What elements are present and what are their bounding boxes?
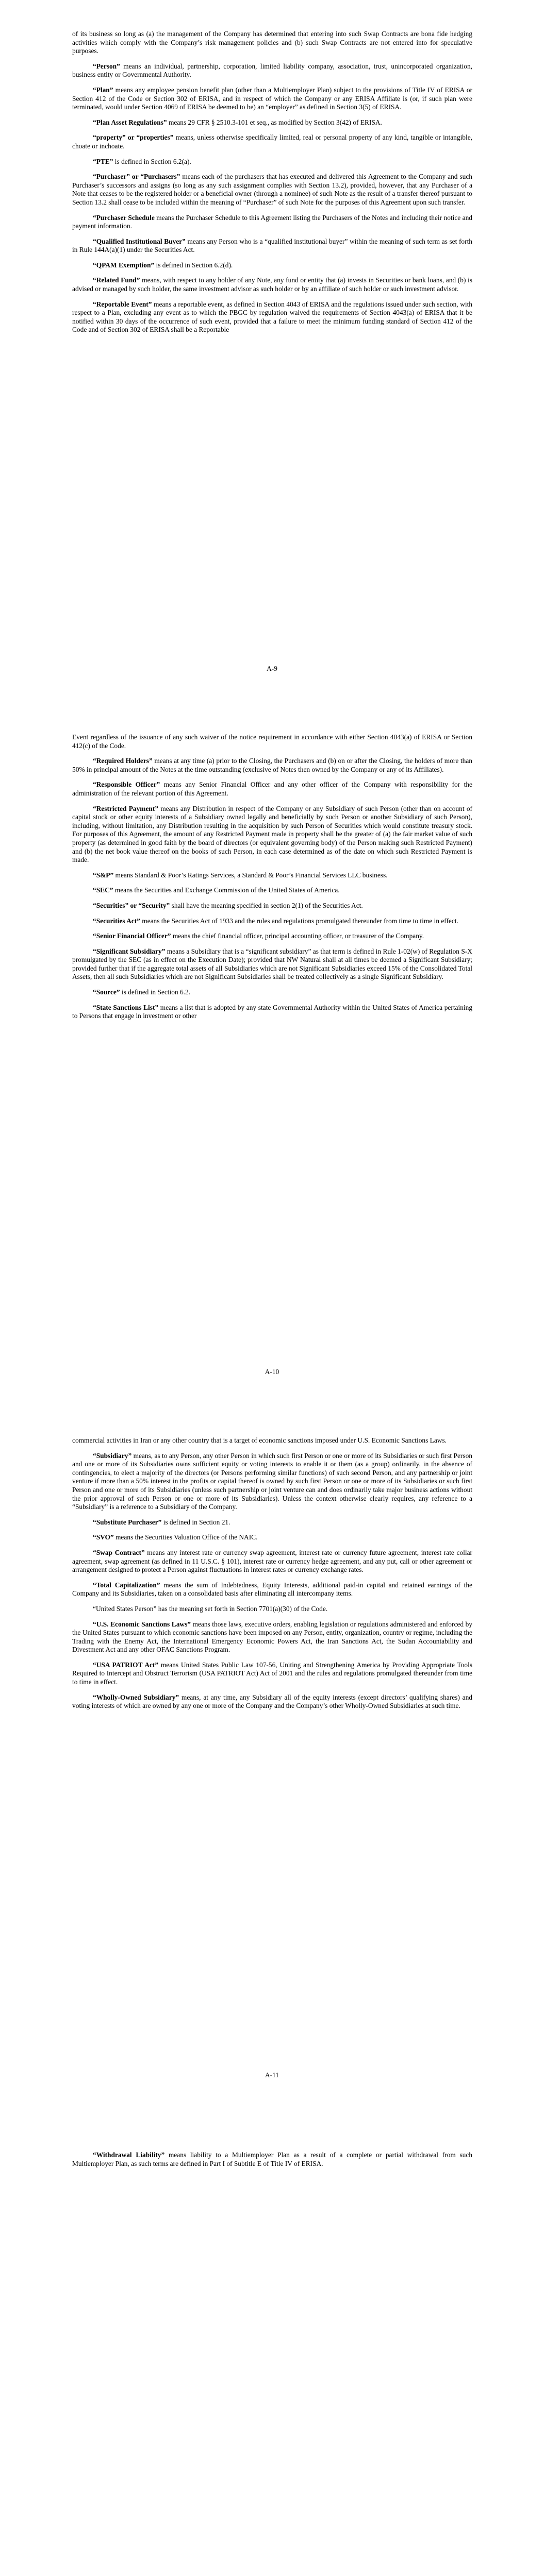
document-page [0, 1406, 544, 2110]
defined-term: “Wholly-Owned Subsidiary” [93, 1693, 179, 1701]
page-body [72, 1436, 472, 1717]
definition-text: commercial activities in Iran or any other country that is a target of economic sanctions imposed under U.S. Economic Sanctions Laws. [72, 1436, 447, 1444]
defined-term: “Senior Financial Officer” [93, 932, 171, 940]
definition-paragraph [72, 902, 472, 910]
defined-term: “Responsible Officer” [93, 781, 160, 789]
definition-paragraph [72, 1581, 472, 1598]
definition-paragraph [72, 871, 472, 880]
definition-text: means 29 CFR § 2510.3-101 et seq., as modified by Section 3(42) of ERISA. [167, 118, 382, 126]
definition-paragraph [72, 1004, 472, 1021]
definition-text: means any Person who is a “qualified institutional buyer” within the meaning of such term as set forth in Rule 144A(a)(1) under the Securities Act. [72, 237, 473, 254]
definition-text: means a list that is adopted by any state Governmental Authority within the United States of America pertaining to Persons that engage in investment or other [72, 1003, 473, 1020]
definition-text: means the Purchaser Schedule to this Agreement listing the Purchasers of the Notes and including their notice and payment information. [72, 213, 473, 230]
defined-term: “PTE” [93, 157, 113, 165]
page-number: A-10 [265, 1368, 279, 1376]
definition-text: is defined in Section 6.2. [120, 988, 191, 996]
page-number: A-9 [267, 665, 277, 672]
definition-paragraph [72, 1549, 472, 1574]
definition-text: means the chief financial officer, principal accounting officer, or treasurer of the Company. [171, 932, 424, 940]
definition-paragraph [72, 300, 472, 334]
defined-term: “S&P” [93, 871, 114, 879]
definition-paragraph [72, 781, 472, 798]
definition-paragraph [72, 1436, 472, 1445]
definition-text: means a reportable event, as defined in Section 4043 of ERISA and the regulations issued under such section, with respect to a Plan, excluding any event as to which the PBGC by regulation waived the requirements of Section 4043(a) of ERISA that it be notified within 30 days of the occurrence of such event, provided that a failure to meet the minimum funding standard of Section 412 of the Code and of Section 302 of ERISA shall be a Reportable [72, 300, 473, 334]
definition-paragraph [72, 917, 472, 926]
page-number: A-11 [265, 2071, 279, 2079]
page-body [72, 733, 472, 1027]
definition-paragraph [72, 1605, 472, 1614]
definition-text: means, unless otherwise specifically limited, real or personal property of any kind, tangible or intangible, choate or inchoate. [72, 133, 472, 150]
definition-paragraph [72, 947, 472, 981]
defined-term: “Restricted Payment” [93, 804, 159, 812]
definition-paragraph [72, 261, 472, 270]
definition-paragraph [72, 2151, 472, 2168]
definition-text: means the Securities Valuation Office of the NAIC. [113, 1533, 258, 1541]
definition-text: “United States Person” has the meaning set forth in Section 7701(a)(30) of the Code. [93, 1604, 328, 1613]
defined-term: “USA PATRIOT Act” [93, 1660, 159, 1669]
defined-term: “Withdrawal Liability” [93, 2151, 165, 2159]
definition-paragraph [72, 62, 472, 79]
definition-text: shall have the meaning specified in section 2(1) of the Securities Act. [170, 901, 363, 909]
page-body [72, 30, 472, 341]
defined-term: “Reportable Event” [93, 300, 152, 308]
definition-paragraph [72, 133, 472, 150]
definition-paragraph [72, 1518, 472, 1527]
page-body [72, 2151, 472, 2175]
definition-text: means the sum of Indebtedness, Equity Interests, additional paid-in capital and retained earnings of the Company and its Subsidiaries, taken on a consolidated basis after eliminating all intercompany items. [72, 1581, 472, 1598]
document-page [0, 0, 544, 703]
defined-term: “Total Capitalization” [93, 1581, 160, 1589]
defined-term: “U.S. Economic Sanctions Laws” [93, 1620, 191, 1628]
definition-text: Event regardless of the issuance of any such waiver of the notice requirement in accordance with either Section 4043(a) of ERISA or Section 412(c) of the Code. [72, 733, 472, 750]
definition-paragraph [72, 1661, 472, 1687]
definition-text: means United States Public Law 107-56, Uniting and Strengthening America by Providing Appropriate Tools Required to Intercept and Obstruct Terrorism (USA PATRIOT Act) Act of 2001 and the rules and regulations promulgated thereunder from time to time in effect. [72, 1660, 472, 1686]
definition-text: means, as to any Person, any other Person in which such first Person or one or more of its Subsidiaries or such first Person and one or more of its Subsidiaries owns sufficient equity or voting interests to enable it or them (as a group) ordinarily, in the absence of contingencies, to elect a majority of the directors (or Persons performing similar functions) of such second Person, and any partnership or joint venture if more than a 50% interest in the profits or capital thereof is owned by such first Person or one or more of its Subsidiaries or such first Person and one or more of its Subsidiaries (unless such partnership or joint venture can and does ordinarily take major business actions without the prior approval of such Person or one or more of its Subsidiaries). Unless the context otherwise clearly requires, any reference to a “Subsidiary” is a reference to a Subsidiary of the Company. [72, 1451, 472, 1511]
definition-text: means, with respect to any holder of any Note, any fund or entity that (a) invests in Securities or bank loans, and (b) is advised or managed by such holder, the same investment advisor as such holder or by an affiliate of such holder or such investment advisor. [72, 276, 472, 293]
definition-text: of its business so long as (a) the management of the Company has determined that entering into such Swap Contracts are bona fide hedging activities which comply with the Company’s risk management policies and (b) such Swap Contracts are not entered into for speculative purposes. [72, 30, 472, 55]
defined-term: “Plan” [93, 86, 113, 94]
defined-term: “property” or “properties” [93, 133, 174, 142]
defined-term: “Purchaser Schedule [93, 213, 155, 222]
definition-paragraph [72, 1620, 472, 1654]
definition-paragraph [72, 733, 472, 750]
defined-term: “QPAM Exemption” [93, 261, 155, 269]
definition-paragraph [72, 1533, 472, 1542]
definition-paragraph [72, 932, 472, 941]
definition-paragraph [72, 886, 472, 895]
defined-term: “Swap Contract” [93, 1548, 145, 1556]
definition-text: means the Securities Act of 1933 and the rules and regulations promulgated thereunder from time to time in effect. [140, 917, 458, 925]
definition-paragraph [72, 30, 472, 56]
definition-paragraph [72, 118, 472, 127]
definition-text: means each of the purchasers that has executed and delivered this Agreement to the Company and such Purchaser’s successors and assigns (so long as any such assignment complies with Section 13.2), provided, however, that any Purchaser of a Note that ceases to be the registered holder or a beneficial owner (through a nominee) of such Note as the result of a transfer thereof pursuant to Section 13.2 shall cease to be included within the meaning of “Purchaser” of such Note for the purposes of this Agreement upon such transfer. [72, 173, 472, 206]
definition-paragraph [72, 757, 472, 774]
definition-text: means at any time (a) prior to the Closing, the Purchasers and (b) on or after the Closing, the holders of more than 50% in principal amount of the Notes at the time outstanding (exclusive of Notes then owned by the Company or any of its Affiliates). [72, 757, 473, 773]
definition-paragraph [72, 238, 472, 255]
defined-term: “Substitute Purchaser” [93, 1518, 162, 1526]
definition-paragraph [72, 1452, 472, 1512]
definition-text: means those laws, executive orders, enabling legislation or regulations administered and enforced by the United States pursuant to which economic sanctions have been imposed on any Person, entity, organization, country or regime, including the Trading with the Enemy Act, the International Emergency Economic Powers Act, the Iran Sanctions Act, the Sudan Accountability and Divestment Act and any other OFAC Sanctions Program. [72, 1620, 472, 1654]
definition-paragraph [72, 158, 472, 166]
definition-paragraph [72, 214, 472, 231]
defined-term: “Source” [93, 988, 120, 996]
defined-term: “Plan Asset Regulations” [93, 118, 167, 126]
definition-paragraph [72, 86, 472, 112]
document-page [0, 703, 544, 1406]
defined-term: “Person” [93, 62, 120, 70]
definition-text: means any interest rate or currency swap agreement, interest rate or currency future agreement, interest rate collar agreement, swap agreement (as defined in 11 U.S.C. § 101), interest rate or currency hedge agreement, and any put, call or other agreement or arrangement designed to protect a Person against fluctuations in interest rates or currency exchange rates. [72, 1548, 472, 1574]
definition-paragraph [72, 805, 472, 865]
definition-text: is defined in Section 6.2(a). [113, 157, 191, 165]
defined-term: “State Sanctions List” [93, 1003, 159, 1011]
definition-text: means any employee pension benefit plan (other than a Multiemployer Plan) subject to the provisions of Title IV of ERISA or Section 412 of the Code or Section 302 of ERISA, and in respect of which the Company or any ERISA Affiliate is (or, if such plan were terminated, would under Section 4069 of ERISA be deemed to be) an “employer” as defined in Section 3(5) of ERISA. [72, 86, 472, 111]
definition-text: means any Senior Financial Officer and any other officer of the Company with responsibility for the administration of the relevant portion of this Agreement. [72, 781, 472, 797]
defined-term: “Subsidiary” [93, 1451, 132, 1460]
definition-paragraph [72, 276, 472, 293]
definition-text: is defined in Section 21. [161, 1518, 230, 1526]
definition-text: means a Subsidiary that is a “significant subsidiary” as that term is defined in Rule 1-02(w) of Regulation S-X promulgated by the SEC (as in effect on the Execution Date); provided that NW Natural shall at all times be deemed a Significant Subsidiary; provided further that if the aggregate total assets of all Subsidiaries which are not Significant Subsidiaries exceed 15% of the Consolidated Total Assets, then all such Subsidiaries which are not Significant Subsidiaries shall be treated collectively as a single Significant Subsidiary. [72, 947, 472, 981]
definition-text: means any Distribution in respect of the Company or any Subsidiary of such Person (other than on account of capital stock or other equity interests of a Subsidiary owned legally and beneficially by such Person or another Subsidiary of such Person), including, without limitation, any Distribution resulting in the acquisition by such Person of Securities which would constitute treasury stock. For purposes of this Agreement, the amount of any Restricted Payment made in property shall be the greater of (a) the fair market value of such property (as determined in good faith by the board of directors (or equivalent governing body) of the Person making such Restricted Payment) and (b) the net book value thereof on the books of such Person, in each case determined as of the date on which such Restricted Payment is made. [72, 804, 473, 864]
defined-term: “Significant Subsidiary” [93, 947, 166, 955]
definition-paragraph [72, 173, 472, 207]
definition-text: means, at any time, any Subsidiary all of the equity interests (except directors’ qualifying shares) and voting interests of which are owned by any one or more of the Company and the Company’s other Wholly-Owned Subsidiaries at such time. [72, 1693, 472, 1710]
document-page [0, 2110, 544, 2576]
defined-term: “SEC” [93, 886, 113, 894]
defined-term: “Required Holders” [93, 757, 153, 765]
definition-text: means the Securities and Exchange Commission of the United States of America. [113, 886, 340, 894]
defined-term: “Securities” or “Security” [93, 901, 170, 909]
definition-paragraph [72, 1693, 472, 1710]
defined-term: “Related Fund” [93, 276, 140, 284]
defined-term: “Securities Act” [93, 917, 140, 925]
definition-text: means Standard & Poor’s Ratings Services, a Standard & Poor’s Financial Services LLC business. [113, 871, 388, 879]
definition-text: is defined in Section 6.2(d). [154, 261, 233, 269]
definition-text: means an individual, partnership, corporation, limited liability company, association, trust, unincorporated organization, business entity or Governmental Authority. [72, 62, 472, 79]
defined-term: “SVO” [93, 1533, 114, 1541]
definition-paragraph [72, 988, 472, 997]
defined-term: “Purchaser” or “Purchasers” [93, 173, 180, 181]
definition-text: means liability to a Multiemployer Plan as a result of a complete or partial withdrawal from such Multiemployer Plan, as such terms are defined in Part I of Subtitle E of Title IV of ERISA. [72, 2151, 472, 2167]
defined-term: “Qualified Institutional Buyer” [93, 237, 186, 245]
